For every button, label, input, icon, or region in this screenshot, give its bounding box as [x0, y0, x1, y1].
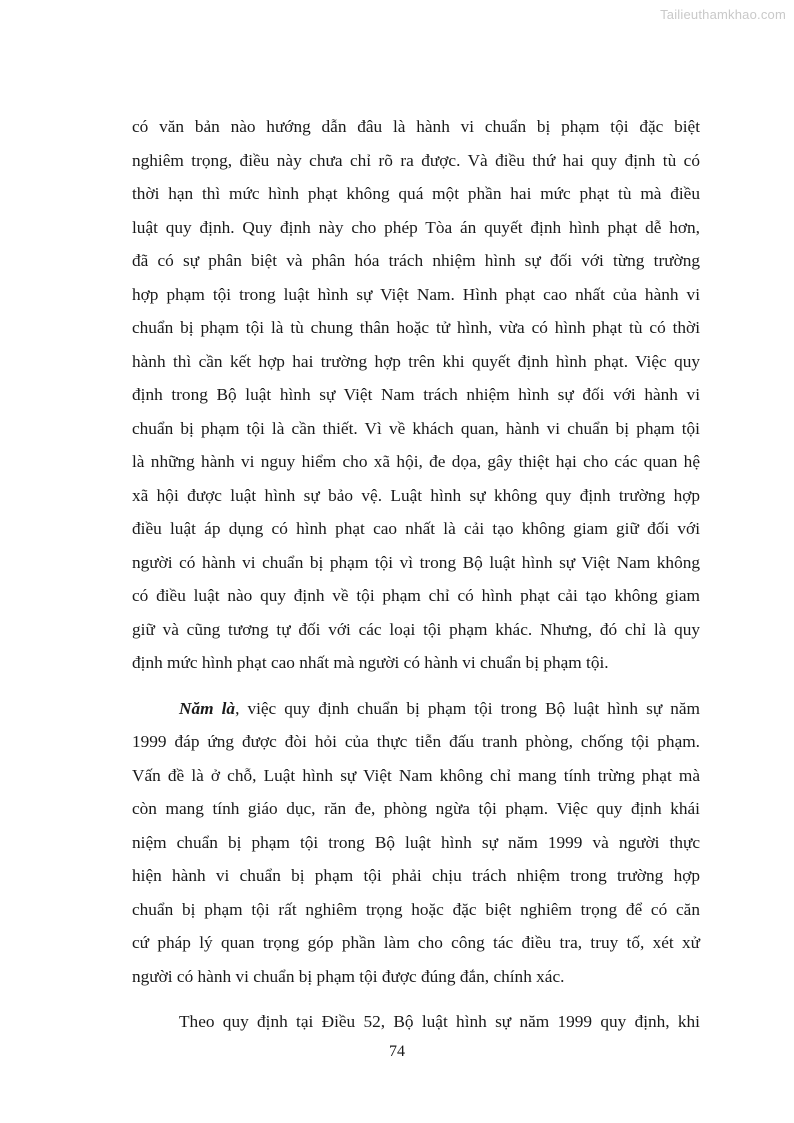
paragraph-1 [132, 110, 700, 680]
paragraph-line: chuẩn bị phạm tội rất nghiêm trọng hoặc đặc biệt nghiêm trọng để có căn [132, 899, 700, 919]
paragraph-line: còn mang tính giáo dục, răn đe, phòng ngừa tội phạm. Việc quy định khái [132, 799, 700, 818]
paragraph-line: định trong Bộ luật hình sự Việt Nam trách nhiệm hình sự đối với hành vi [132, 385, 700, 404]
paragraph-line: người có hành vi chuẩn bị phạm tội vì trong Bộ luật hình sự Việt Nam không [132, 552, 700, 572]
paragraph-line: chuẩn bị phạm tội là cần thiết. Vì về khách quan, hành vi chuẩn bị phạm tội [132, 418, 700, 438]
paragraph-line: 1999 đáp ứng được đòi hỏi của thực tiễn đấu tranh phòng, chống tội phạm. [132, 732, 700, 751]
paragraph-first-line: Theo quy định tại Điều 52, Bộ luật hình sự năm 1999 quy định, khi [179, 1012, 700, 1031]
paragraph-line: cứ pháp lý quan trọng góp phần làm cho công tác điều tra, truy tố, xét xử [132, 933, 700, 952]
paragraph-line: người có hành vi chuẩn bị phạm tội được đúng đắn, chính xác. [132, 966, 565, 986]
paragraph-line: hành thì cần kết hợp hai trường hợp trên khi quyết định hình phạt. Việc quy [132, 351, 700, 371]
paragraph-line: hợp phạm tội trong luật hình sự Việt Nam. Hình phạt cao nhất của hành vi [132, 284, 700, 304]
paragraph-line: điều luật áp dụng có hình phạt cao nhất là cải tạo không giam giữ đối với [132, 519, 700, 538]
paragraph-gap [132, 993, 700, 1005]
paragraph-line: có điều luật nào quy định về tội phạm chỉ có hình phạt cải tạo không giam [132, 586, 700, 605]
paragraph-line: niệm chuẩn bị phạm tội trong Bộ luật hình sự năm 1999 và người thực [132, 832, 700, 852]
paragraph-line: là những hành vi nguy hiểm cho xã hội, đe dọa, gây thiệt hại cho các quan hệ [132, 452, 700, 471]
paragraph-2 [132, 692, 700, 994]
paragraph-line: Vấn đề là ở chỗ, Luật hình sự Việt Nam không chỉ mang tính trừng phạt mà [132, 765, 700, 785]
paragraph-gap [132, 680, 700, 692]
document-body [132, 110, 700, 1039]
paragraph-first-line-text: , việc quy định chuẩn bị phạm tội trong Bộ luật hình sự năm [235, 698, 700, 718]
paragraph-line: luật quy định. Quy định này cho phép Tòa án quyết định hình phạt dễ hơn, [132, 217, 700, 237]
paragraph-line: đã có sự phân biệt và phân hóa trách nhiệm hình sự đối với từng trường [132, 251, 700, 270]
paragraph-line: xã hội được luật hình sự bảo vệ. Luật hình sự không quy định trường hợp [132, 485, 700, 505]
paragraph-line: nghiêm trọng, điều này chưa chỉ rõ ra được. Và điều thứ hai quy định tù có [132, 150, 700, 170]
paragraph-line: chuẩn bị phạm tội là tù chung thân hoặc tử hình, vừa có hình phạt tù có thời [132, 318, 700, 337]
paragraph-first-line [132, 692, 700, 726]
paragraph-line: hiện hành vi chuẩn bị phạm tội phải chịu trách nhiệm trong trường hợp [132, 866, 700, 885]
page-number: 74 [389, 1043, 405, 1060]
paragraph-line: thời hạn thì mức hình phạt không quá một phần hai mức phạt tù mà điều [132, 184, 700, 203]
paragraph-3 [132, 1005, 700, 1039]
paragraph-line: định mức hình phạt cao nhất mà người có hành vi chuẩn bị phạm tội. [132, 653, 609, 672]
watermark: Tailieuthamkhao.com [660, 7, 786, 22]
paragraph-line: giữ và cũng tương tự đối với các loại tội phạm khác. Nhưng, đó chỉ là quy [132, 619, 700, 639]
paragraph-line: có văn bản nào hướng dẫn đâu là hành vi chuẩn bị phạm tội đặc biệt [132, 117, 700, 136]
paragraph-lead: Năm là [179, 698, 236, 718]
